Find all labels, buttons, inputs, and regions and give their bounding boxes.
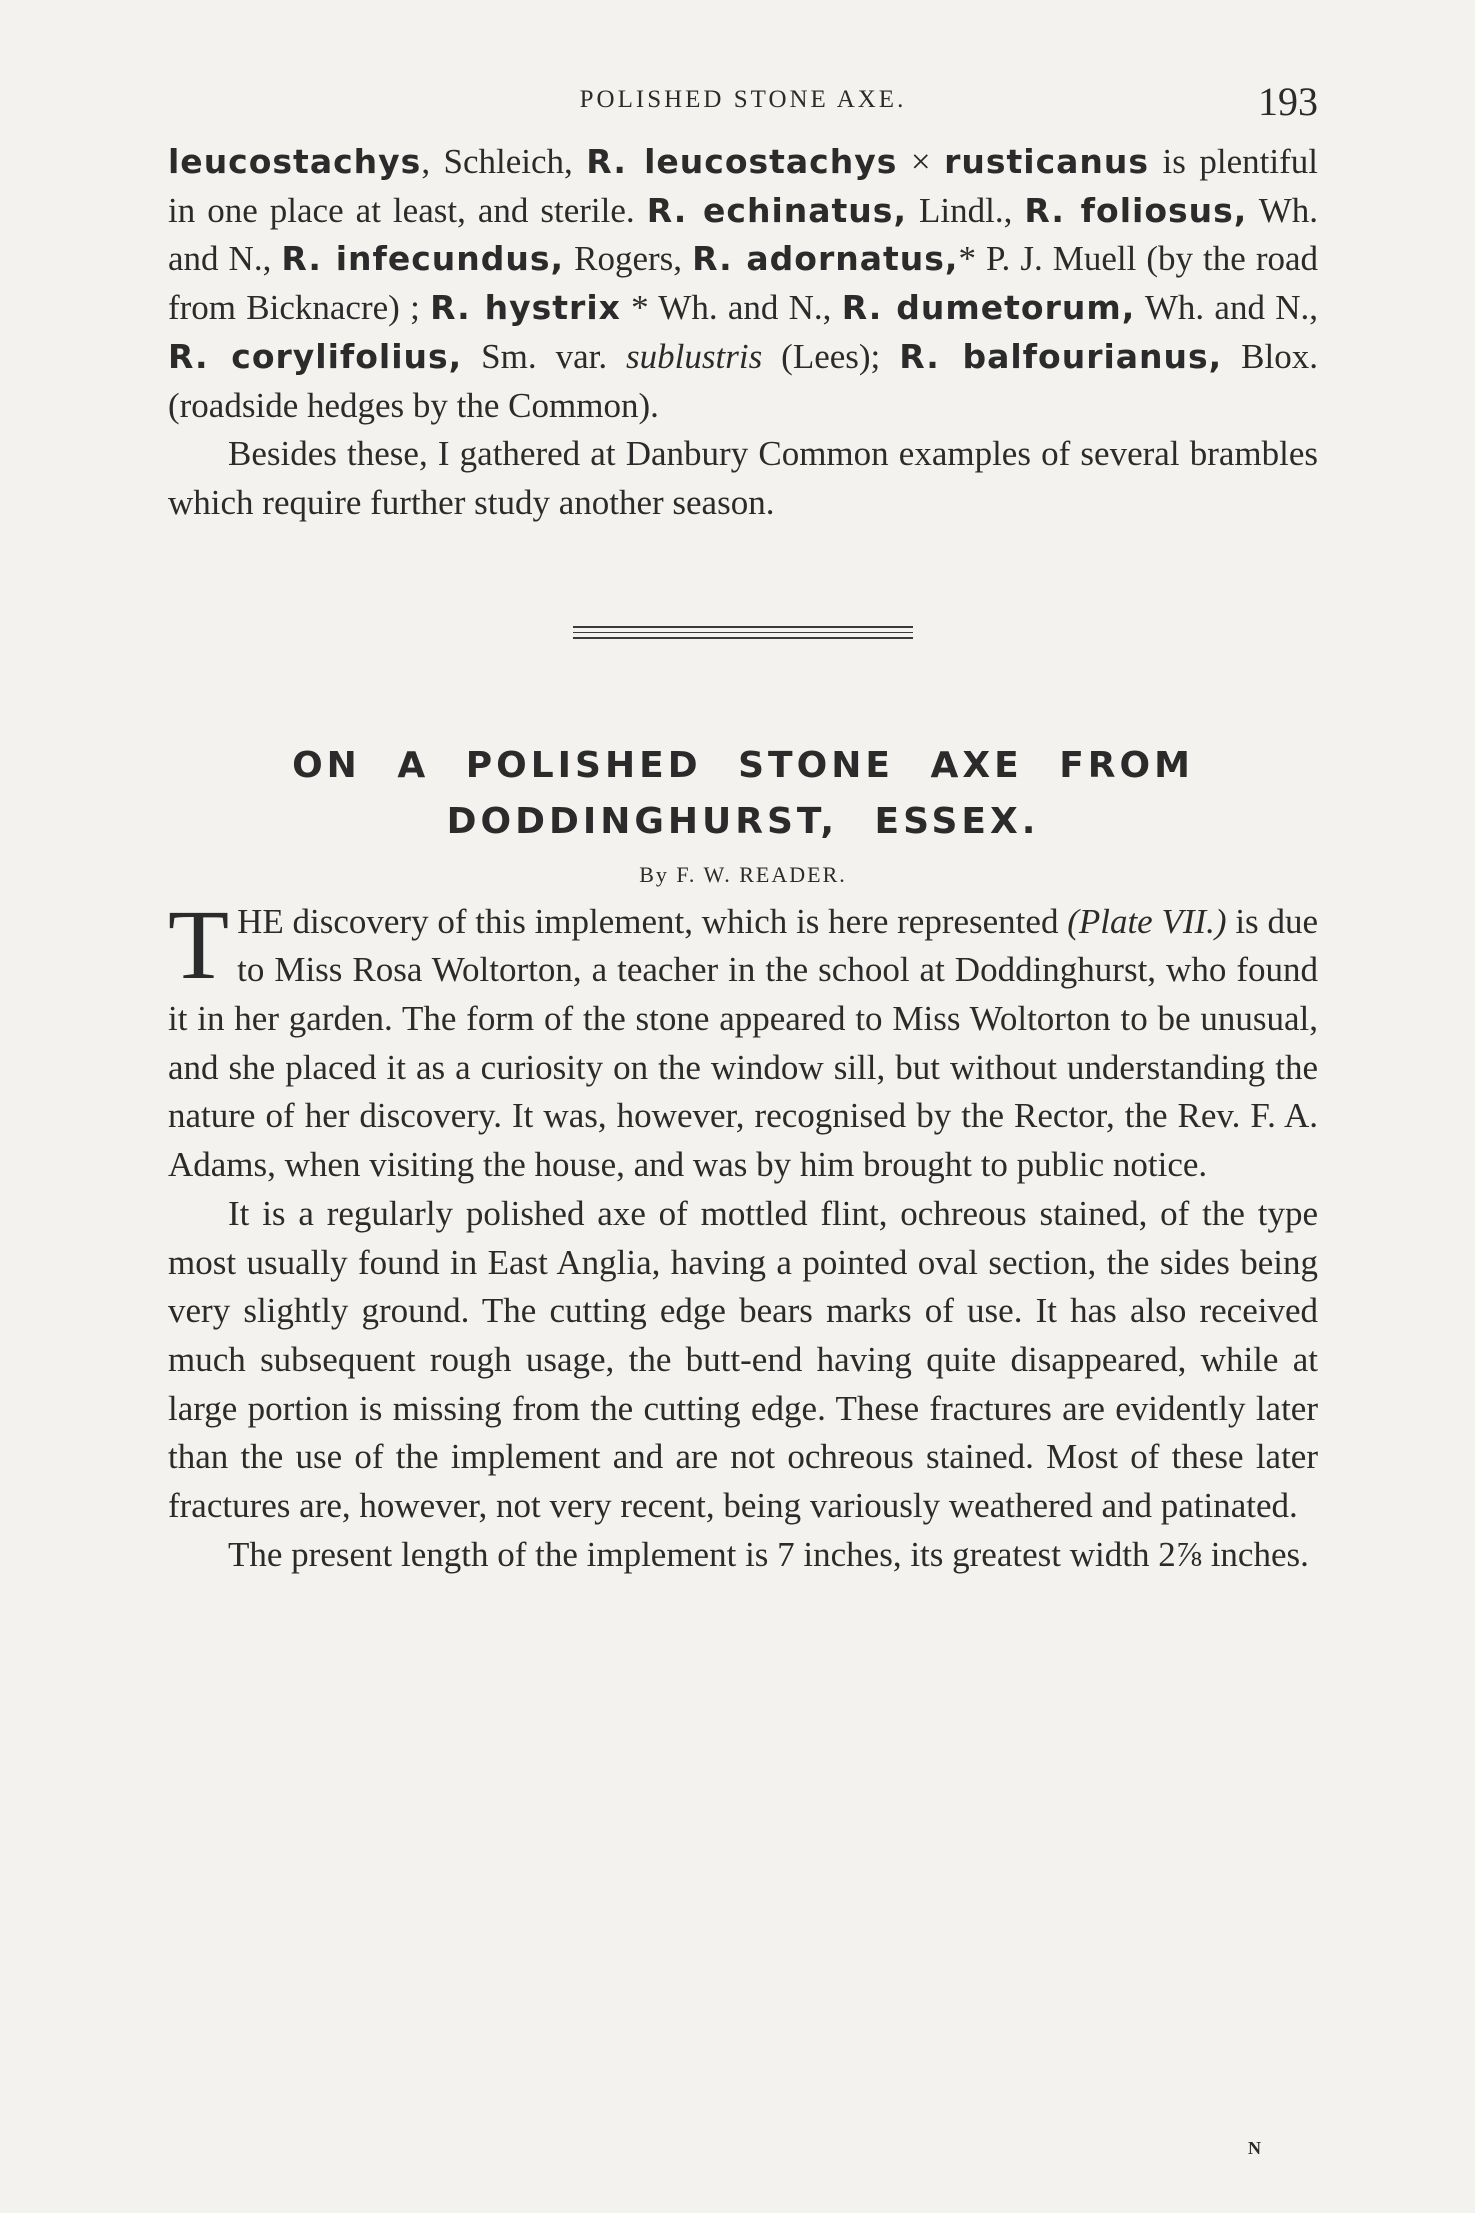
text-run: Rogers, [564,239,693,279]
text-run: × [897,142,945,181]
text-run: (Lees); [762,336,900,376]
text-run: Blox. (roadside hedges by the Common). [168,336,1318,425]
species-name: rusticanus [944,142,1150,181]
article-paragraph-3: The present length of the implement is 7 inches, its greatest width 2⅞ inches. [228,1534,1309,1574]
article-paragraph-2: It is a regularly polished axe of mottled flint, ochreous stained, of the type most usually found in East Anglia, having a pointed oval section, the sides being very slightly ground. The cutting edge bears marks of use. It has also received much subsequent rough usage, the butt-end having quite disappeared, while at large portion is missing from the cutting edge. These fractures are evidently later than the use of the implement and are not ochreous stained. Most of these later fractures are, however, not very recent, being variously weathered and patinated. [168,1193,1318,1526]
text-run: is due to Miss Rosa Woltorton, a teacher in the school at Doddinghurst, who found it in her garden. The form of the stone appeared to Miss Woltorton to be unusual, and she placed it as a curiosity on the window sill, but without understanding the nature of her discovery. It was, however, recognised by the Rector, the Rev. F. A. Adams, when visiting the house, and was by him brought to public notice. [168,901,1318,1185]
text-run: Wh. and N., [168,190,1319,279]
text-run: * P. J. Muell (by the road from Bicknacre) ; [168,239,1319,328]
text-run: HE discovery of this implement, which is here represented [237,901,1068,941]
drop-cap: T [168,888,230,1000]
species-name: R. foliosus, [1024,190,1248,230]
continued-text [168,138,1318,528]
page [168,78,1318,2178]
article-title-line-1: ON A POLISHED STONE AXE FROM [292,744,1194,786]
species-name: leucostachys [168,142,422,181]
byline: By F. W. READER. [639,861,847,887]
section-divider [573,626,913,640]
species-name: R. leucostachys [586,142,898,181]
variety-name: sublustris [626,336,763,376]
text-run: * Wh. and N., [620,288,842,328]
species-name: R. echinatus, [646,190,907,230]
species-name: R. dumetorum, [841,288,1136,328]
article-paragraph-1 [168,888,1318,1190]
text-run: is plentiful in one place at least, and sterile. [168,142,1318,230]
page-number: 193 [1258,79,1318,124]
text-run: Lindl., [906,190,1025,230]
running-title: POLISHED STONE AXE. [579,86,907,113]
species-name: R. hystrix [430,288,621,328]
article-body [168,888,1318,1580]
article-title-line-2: DODDINGHURST, ESSEX. [446,800,1040,842]
species-name: R. infecundus, [281,239,565,279]
text-run: , Schleich, [421,142,587,181]
text-run: Wh. and N., [1135,288,1319,328]
signature-mark: N [1248,2138,1261,2158]
text-run: Sm. var. [462,336,627,376]
plate-reference: (Plate VII.) [1067,901,1227,941]
divider-rule [573,637,913,639]
divider-rule [573,632,913,633]
species-name: R. corylifolius, [168,336,463,376]
besides-paragraph: Besides these, I gathered at Danbury Common examples of several brambles which require further study another season. [168,434,1318,522]
divider-rule [573,626,913,628]
species-list-paragraph [168,138,1318,430]
article-title [168,738,1318,850]
running-head [168,78,1318,138]
species-name: R. balfourianus, [899,336,1223,376]
species-name: R. adornatus, [692,239,959,279]
